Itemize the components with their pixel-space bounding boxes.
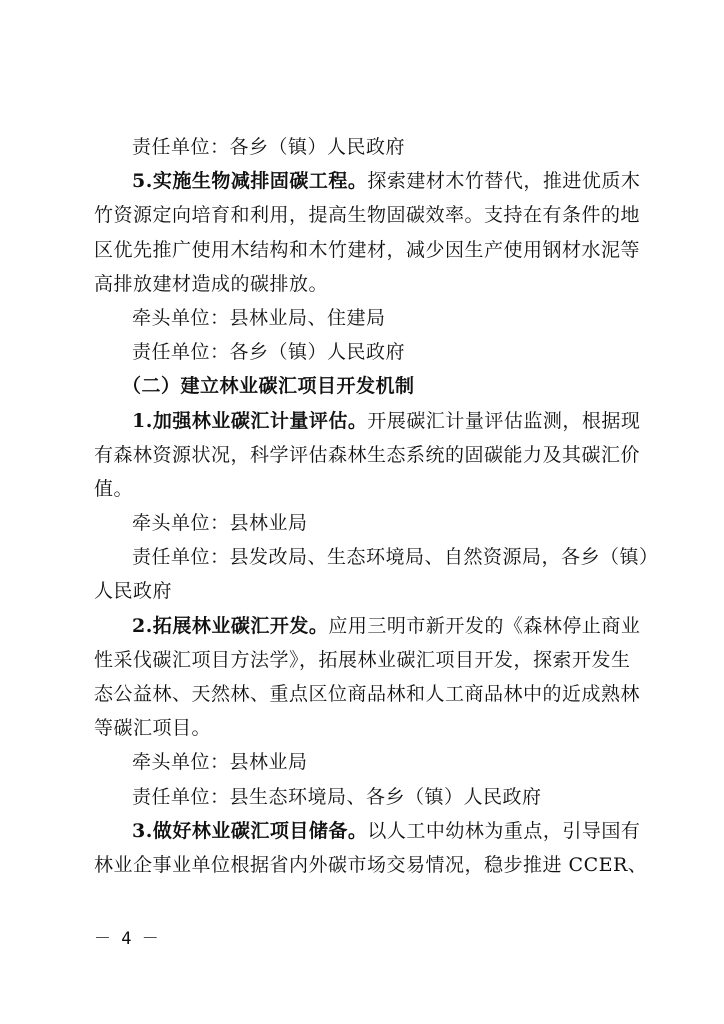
- paragraph-line: 3.做好林业碳汇项目储备。以人工中幼林为重点，引导国有: [132, 819, 641, 842]
- paragraph-line: 1.加强林业碳汇计量评估。开展碳汇计量评估监测，根据现: [132, 409, 641, 432]
- paragraph-line: 值。: [94, 477, 134, 500]
- paragraph-line: 有森林资源状况，科学评估森林生态系统的固碳能力及其碳汇价: [94, 443, 641, 466]
- paragraph-line: 人民政府: [94, 580, 173, 603]
- lead-unit-line: 牵头单位：县林业局: [132, 512, 308, 535]
- paragraph-line: 区优先推广使用木结构和木竹建材，减少因生产使用钢材水泥等: [94, 238, 641, 261]
- paragraph-line: 2.拓展林业碳汇开发。应用三明市新开发的《森林停止商业: [132, 614, 641, 637]
- paragraph-line: 林业企事业单位根据省内外碳市场交易情况，稳步推进 CCER、: [94, 853, 648, 876]
- document-body: [94, 130, 659, 882]
- responsible-unit-line: 责任单位：各乡（镇）人民政府: [132, 341, 406, 364]
- lead-unit-line: 牵头单位：县林业局、住建局: [132, 306, 386, 329]
- item-heading: 1.加强林业碳汇计量评估。: [132, 409, 368, 432]
- responsible-unit-line: 责任单位：县发改局、生态环境局、自然资源局，各乡（镇）: [132, 546, 659, 569]
- responsible-unit-line: 责任单位：各乡（镇）人民政府: [132, 136, 406, 158]
- page-number: － 4 －: [94, 929, 159, 949]
- paragraph-line: 竹资源定向培育和利用，提高生物固碳效率。支持在有条件的地: [94, 204, 641, 227]
- paragraph-line: 态公益林、天然林、重点区位商品林和人工商品林中的近成熟林: [94, 683, 641, 705]
- item-heading: 2.拓展林业碳汇开发。: [132, 614, 329, 637]
- paragraph-line: 性采伐碳汇项目方法学》，拓展林业碳汇项目开发，探索开发生: [94, 648, 631, 671]
- responsible-unit-line: 责任单位：县生态环境局、各乡（镇）人民政府: [132, 785, 542, 808]
- lead-unit-line: 牵头单位：县林业局: [132, 751, 308, 774]
- section-heading: （二）建立林业碳汇项目开发机制: [122, 375, 415, 398]
- paragraph-line: 等碳汇项目。: [94, 717, 212, 740]
- paragraph-line: 高排放建材造成的碳排放。: [94, 272, 329, 295]
- item-heading: 5.实施生物减排固碳工程。: [132, 170, 368, 193]
- item-heading: 3.做好林业碳汇项目储备。: [132, 819, 368, 842]
- paragraph-line: 5.实施生物减排固碳工程。探索建材木竹替代，推进优质木: [132, 170, 641, 193]
